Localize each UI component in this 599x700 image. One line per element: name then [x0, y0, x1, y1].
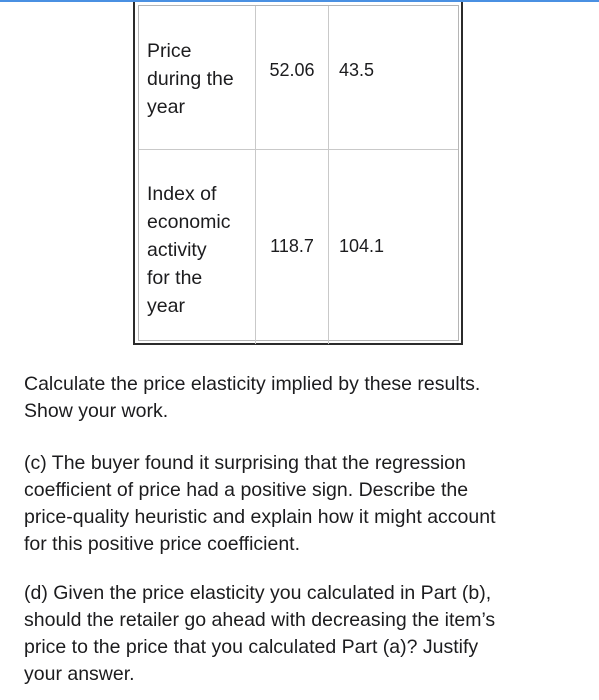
table-row-price [139, 6, 458, 150]
table-row-label [139, 6, 256, 149]
label-line: Price [147, 40, 192, 62]
table-cell-value-1 [256, 150, 329, 344]
data-table-inner [138, 5, 459, 341]
cell-value: 104.1 [339, 236, 385, 256]
label-line: year [147, 295, 185, 317]
text-line: (c) The buyer found it surprising that the regression [24, 452, 466, 474]
text-line: Show your work. [24, 400, 169, 422]
text-line: price-quality heuristic and explain how it might account [24, 506, 496, 528]
label-line: Index of [147, 183, 217, 205]
cell-value: 118.7 [270, 236, 314, 256]
text-line: price to the price that you calculated Part (a)? Justify [24, 636, 479, 658]
label-line: economic [147, 211, 231, 233]
text-line: your answer. [24, 663, 135, 685]
table-cell-value-2 [329, 150, 458, 344]
table-row-economic-index [139, 150, 458, 344]
question-part-c [24, 450, 584, 558]
question-text-elasticity [24, 371, 584, 425]
cell-value: 52.06 [269, 59, 315, 80]
text-line: for this positive price coefficient. [24, 533, 301, 555]
question-part-d [24, 580, 584, 688]
label-line: during the [147, 68, 234, 90]
text-line: (d) Given the price elasticity you calculated in Part (b), [24, 582, 492, 604]
table-row-label [139, 150, 256, 344]
text-line: coefficient of price had a positive sign. Describe the [24, 479, 469, 501]
label-line: year [147, 96, 185, 118]
table-cell-value-2 [329, 6, 458, 149]
text-line: Calculate the price elasticity implied by these results. [24, 373, 481, 395]
cell-value: 43.5 [339, 59, 375, 80]
text-line: should the retailer go ahead with decreasing the item’s [24, 609, 496, 631]
label-line: for the [147, 267, 203, 289]
table-cell-value-1 [256, 6, 329, 149]
data-table [133, 2, 463, 345]
label-line: activity [147, 239, 207, 261]
